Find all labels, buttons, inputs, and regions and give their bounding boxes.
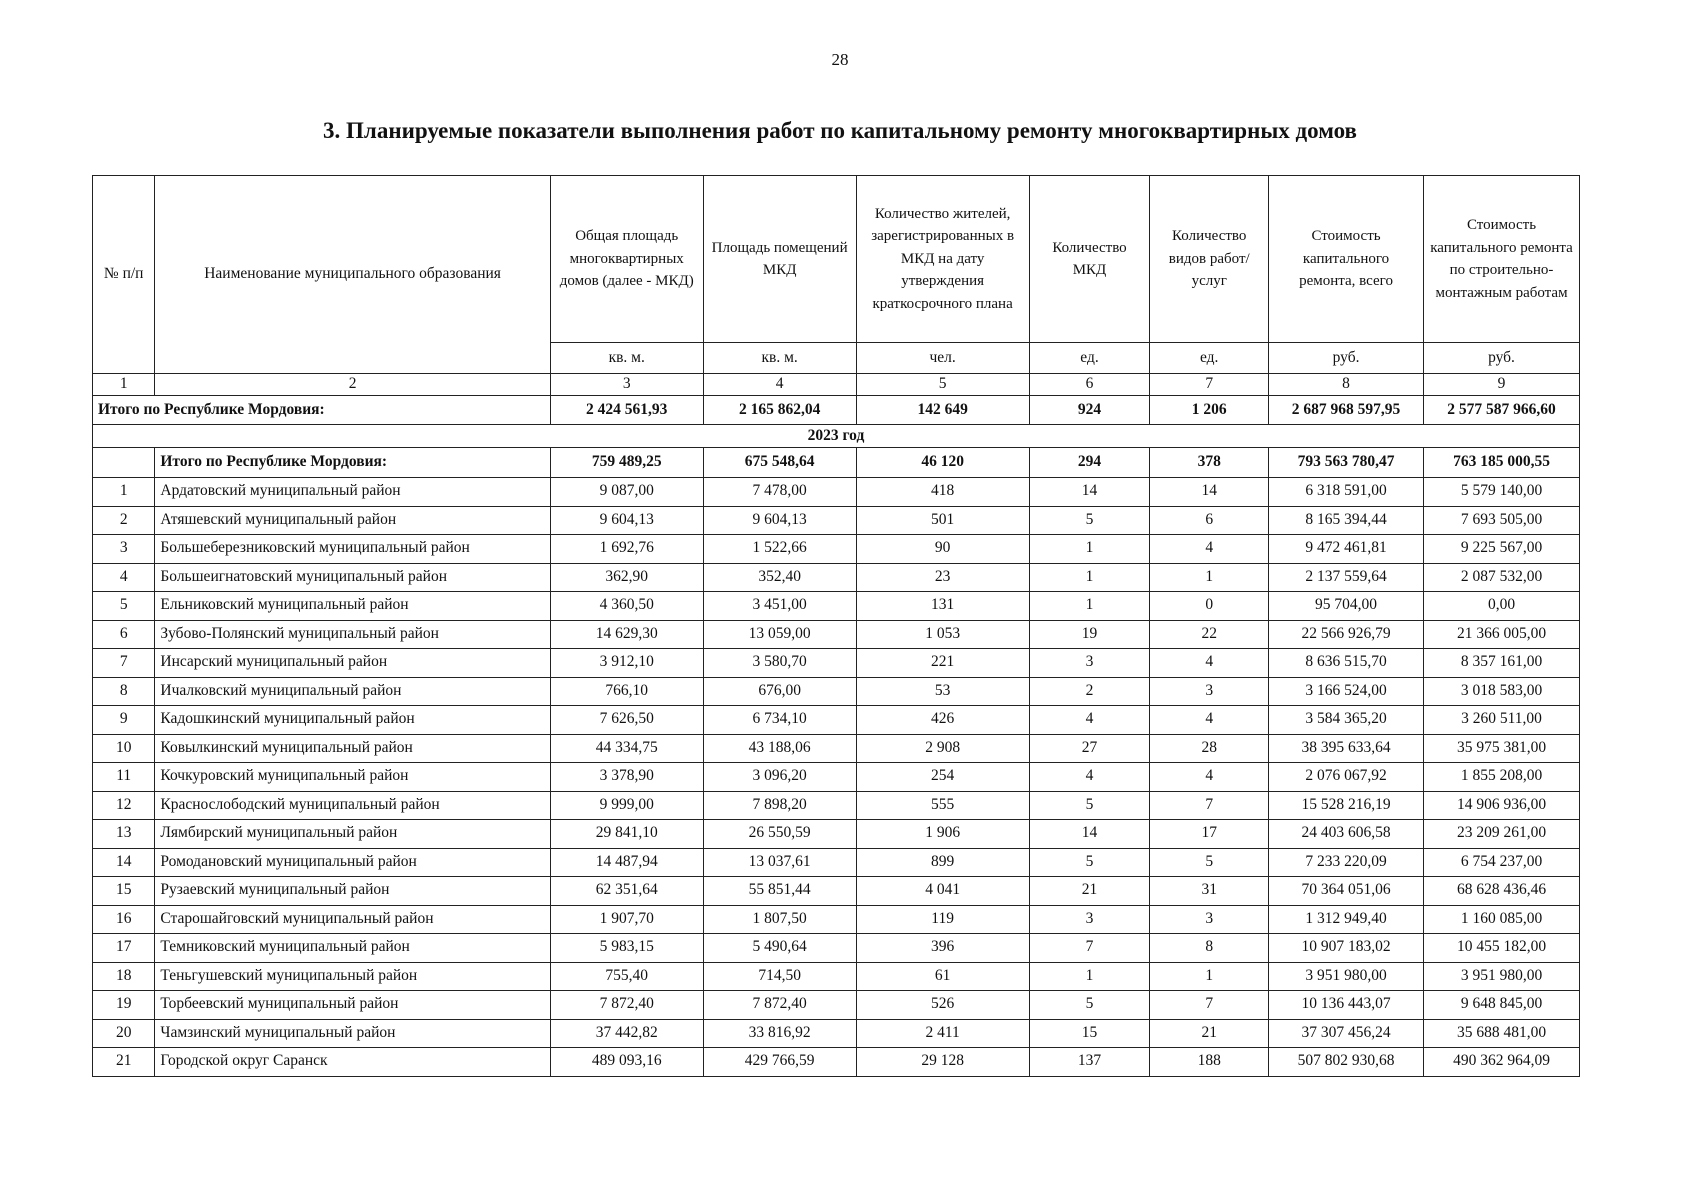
cell-area: 1 692,76 [550, 535, 703, 564]
cell-cost_smr: 5 579 140,00 [1424, 478, 1580, 507]
cell-cost_smr: 9 648 845,00 [1424, 991, 1580, 1020]
row-number: 12 [93, 791, 155, 820]
cell-cost_smr: 1 160 085,00 [1424, 905, 1580, 934]
cell-works: 4 [1150, 649, 1269, 678]
cell-cost_smr: 23 209 261,00 [1424, 820, 1580, 849]
cell-mkd: 1 [1029, 962, 1150, 991]
column-numbers-row [93, 374, 1580, 396]
table-row [93, 649, 1580, 678]
grand-total-label: Итого по Республике Мордовия: [93, 396, 551, 425]
row-number: 16 [93, 905, 155, 934]
column-number: 7 [1150, 374, 1269, 396]
cell-works: 8 [1150, 934, 1269, 963]
cell-cost_smr: 35 975 381,00 [1424, 734, 1580, 763]
total-cell: 1 206 [1150, 396, 1269, 425]
capital-repair-table [92, 175, 1580, 1077]
cell-residents: 254 [856, 763, 1029, 792]
column-header: Наименование муниципального образования [155, 176, 550, 374]
row-number: 18 [93, 962, 155, 991]
total-cell: 142 649 [856, 396, 1029, 425]
municipality-name: Теньгушевский муниципальный район [155, 962, 550, 991]
municipality-name: Ромодановский муниципальный район [155, 848, 550, 877]
cell-mkd: 14 [1029, 478, 1150, 507]
cell-premises: 3 451,00 [703, 592, 856, 621]
cell-mkd: 4 [1029, 706, 1150, 735]
cell-cost: 37 307 456,24 [1269, 1019, 1424, 1048]
municipality-name: Чамзинский муниципальный район [155, 1019, 550, 1048]
cell-cost: 6 318 591,00 [1269, 478, 1424, 507]
column-header: Количество жителей, зарегистрированных в МКД на дату утверждения краткосрочного плана [856, 176, 1029, 343]
table-row [93, 763, 1580, 792]
municipality-name: Кочкуровский муниципальный район [155, 763, 550, 792]
cell-area: 7 626,50 [550, 706, 703, 735]
cell-cost_smr: 0,00 [1424, 592, 1580, 621]
cell-works: 188 [1150, 1048, 1269, 1077]
cell-works: 7 [1150, 791, 1269, 820]
table-row [93, 563, 1580, 592]
column-number: 3 [550, 374, 703, 396]
cell-cost_smr: 1 855 208,00 [1424, 763, 1580, 792]
cell-residents: 2 411 [856, 1019, 1029, 1048]
cell-cost: 95 704,00 [1269, 592, 1424, 621]
cell-works: 6 [1150, 506, 1269, 535]
column-number: 1 [93, 374, 155, 396]
row-number: 20 [93, 1019, 155, 1048]
cell-cost_smr: 35 688 481,00 [1424, 1019, 1580, 1048]
total-cell: 793 563 780,47 [1269, 448, 1424, 478]
cell-residents: 23 [856, 563, 1029, 592]
cell-mkd: 5 [1029, 506, 1150, 535]
cell-residents: 1 906 [856, 820, 1029, 849]
table-row [93, 592, 1580, 621]
cell-premises: 26 550,59 [703, 820, 856, 849]
cell-cost: 10 136 443,07 [1269, 991, 1424, 1020]
cell-area: 1 907,70 [550, 905, 703, 934]
cell-area: 9 087,00 [550, 478, 703, 507]
cell-cost: 8 165 394,44 [1269, 506, 1424, 535]
column-header: № п/п [93, 176, 155, 374]
cell-cost: 507 802 930,68 [1269, 1048, 1424, 1077]
cell-cost: 15 528 216,19 [1269, 791, 1424, 820]
cell-cost_smr: 10 455 182,00 [1424, 934, 1580, 963]
cell-premises: 6 734,10 [703, 706, 856, 735]
row-number: 9 [93, 706, 155, 735]
cell-works: 21 [1150, 1019, 1269, 1048]
total-cell: 759 489,25 [550, 448, 703, 478]
cell-residents: 61 [856, 962, 1029, 991]
column-header: Стоимость капитального ремонта, всего [1269, 176, 1424, 343]
cell-mkd: 1 [1029, 563, 1150, 592]
cell-mkd: 1 [1029, 592, 1150, 621]
cell-works: 5 [1150, 848, 1269, 877]
cell-mkd: 14 [1029, 820, 1150, 849]
cell-cost_smr: 3 951 980,00 [1424, 962, 1580, 991]
column-number: 4 [703, 374, 856, 396]
column-header: Площадь помещений МКД [703, 176, 856, 343]
table-row [93, 991, 1580, 1020]
cell-premises: 7 898,20 [703, 791, 856, 820]
cell-premises: 5 490,64 [703, 934, 856, 963]
municipality-name: Атяшевский муниципальный район [155, 506, 550, 535]
column-header: Стоимость капитального ремонта по строительно-монтажным работам [1424, 176, 1580, 343]
table-row [93, 962, 1580, 991]
cell-premises: 13 059,00 [703, 620, 856, 649]
cell-residents: 555 [856, 791, 1029, 820]
cell-works: 28 [1150, 734, 1269, 763]
cell-area: 4 360,50 [550, 592, 703, 621]
cell-cost: 9 472 461,81 [1269, 535, 1424, 564]
cell-premises: 43 188,06 [703, 734, 856, 763]
cell-premises: 1 522,66 [703, 535, 856, 564]
cell-premises: 352,40 [703, 563, 856, 592]
cell-premises: 714,50 [703, 962, 856, 991]
cell-mkd: 2 [1029, 677, 1150, 706]
row-number: 17 [93, 934, 155, 963]
cell-mkd: 4 [1029, 763, 1150, 792]
cell-premises: 3 580,70 [703, 649, 856, 678]
cell-cost_smr: 14 906 936,00 [1424, 791, 1580, 820]
table-row [93, 905, 1580, 934]
cell-premises: 429 766,59 [703, 1048, 856, 1077]
table-row [93, 535, 1580, 564]
cell-cost_smr: 9 225 567,00 [1424, 535, 1580, 564]
row-number: 15 [93, 877, 155, 906]
cell-residents: 426 [856, 706, 1029, 735]
cell-works: 31 [1150, 877, 1269, 906]
total-cell: 2 424 561,93 [550, 396, 703, 425]
municipality-name: Зубово-Полянский муниципальный район [155, 620, 550, 649]
municipality-name: Краснослободский муниципальный район [155, 791, 550, 820]
cell-works: 0 [1150, 592, 1269, 621]
cell-works: 1 [1150, 563, 1269, 592]
cell-cost: 2 137 559,64 [1269, 563, 1424, 592]
cell-residents: 4 041 [856, 877, 1029, 906]
cell-area: 14 629,30 [550, 620, 703, 649]
row-number: 5 [93, 592, 155, 621]
row-number: 1 [93, 478, 155, 507]
unit-cell: руб. [1424, 343, 1580, 374]
column-number: 5 [856, 374, 1029, 396]
table-row [93, 620, 1580, 649]
cell-premises: 7 478,00 [703, 478, 856, 507]
cell-area: 766,10 [550, 677, 703, 706]
cell-residents: 1 053 [856, 620, 1029, 649]
column-header: Количество МКД [1029, 176, 1150, 343]
cell-premises: 33 816,92 [703, 1019, 856, 1048]
cell-mkd: 137 [1029, 1048, 1150, 1077]
column-number: 8 [1269, 374, 1424, 396]
municipality-name: Ичалковский муниципальный район [155, 677, 550, 706]
cell-mkd: 3 [1029, 649, 1150, 678]
cell-area: 9 604,13 [550, 506, 703, 535]
cell-cost: 8 636 515,70 [1269, 649, 1424, 678]
cell-area: 489 093,16 [550, 1048, 703, 1077]
table-row [93, 677, 1580, 706]
cell-premises: 1 807,50 [703, 905, 856, 934]
total-cell: 2 165 862,04 [703, 396, 856, 425]
grand-total-row [93, 396, 1580, 425]
cell-cost: 3 166 524,00 [1269, 677, 1424, 706]
table-row [93, 820, 1580, 849]
cell-mkd: 5 [1029, 991, 1150, 1020]
table-row [93, 791, 1580, 820]
total-cell: 378 [1150, 448, 1269, 478]
cell-area: 14 487,94 [550, 848, 703, 877]
cell-works: 22 [1150, 620, 1269, 649]
cell-cost: 22 566 926,79 [1269, 620, 1424, 649]
cell-works: 4 [1150, 706, 1269, 735]
cell-residents: 119 [856, 905, 1029, 934]
municipality-name: Рузаевский муниципальный район [155, 877, 550, 906]
unit-cell: чел. [856, 343, 1029, 374]
row-number: 10 [93, 734, 155, 763]
cell-cost: 10 907 183,02 [1269, 934, 1424, 963]
total-cell: 924 [1029, 396, 1150, 425]
column-number: 6 [1029, 374, 1150, 396]
cell-premises: 3 096,20 [703, 763, 856, 792]
total-cell: 2 687 968 597,95 [1269, 396, 1424, 425]
cell-area: 37 442,82 [550, 1019, 703, 1048]
cell-cost_smr: 8 357 161,00 [1424, 649, 1580, 678]
unit-cell: ед. [1150, 343, 1269, 374]
cell-area: 3 912,10 [550, 649, 703, 678]
municipality-name: Старошайговский муниципальный район [155, 905, 550, 934]
column-header: Общая площадь многоквартирных домов (далее - МКД) [550, 176, 703, 343]
municipality-name: Лямбирский муниципальный район [155, 820, 550, 849]
total-cell: 675 548,64 [703, 448, 856, 478]
row-number: 11 [93, 763, 155, 792]
cell-cost: 1 312 949,40 [1269, 905, 1424, 934]
total-cell: 763 185 000,55 [1424, 448, 1580, 478]
cell-cost_smr: 3 260 511,00 [1424, 706, 1580, 735]
cell-residents: 2 908 [856, 734, 1029, 763]
year-row [93, 425, 1580, 448]
cell-works: 7 [1150, 991, 1269, 1020]
municipality-name: Кадошкинский муниципальный район [155, 706, 550, 735]
row-number: 3 [93, 535, 155, 564]
cell-residents: 899 [856, 848, 1029, 877]
cell-residents: 131 [856, 592, 1029, 621]
cell-mkd: 3 [1029, 905, 1150, 934]
year-total-row [93, 448, 1580, 478]
table-row [93, 478, 1580, 507]
cell-works: 4 [1150, 535, 1269, 564]
row-number: 7 [93, 649, 155, 678]
empty-cell [93, 448, 155, 478]
cell-mkd: 15 [1029, 1019, 1150, 1048]
row-number: 21 [93, 1048, 155, 1077]
cell-mkd: 1 [1029, 535, 1150, 564]
cell-area: 3 378,90 [550, 763, 703, 792]
table-row [93, 506, 1580, 535]
page-title: 3. Планируемые показатели выполнения работ по капитальному ремонту многоквартирных домов [323, 118, 1357, 143]
cell-area: 62 351,64 [550, 877, 703, 906]
cell-cost_smr: 68 628 436,46 [1424, 877, 1580, 906]
municipality-name: Торбеевский муниципальный район [155, 991, 550, 1020]
table-row [93, 848, 1580, 877]
municipality-name: Ельниковский муниципальный район [155, 592, 550, 621]
cell-cost_smr: 3 018 583,00 [1424, 677, 1580, 706]
row-number: 8 [93, 677, 155, 706]
cell-premises: 676,00 [703, 677, 856, 706]
cell-area: 362,90 [550, 563, 703, 592]
cell-cost: 2 076 067,92 [1269, 763, 1424, 792]
cell-cost_smr: 21 366 005,00 [1424, 620, 1580, 649]
row-number: 2 [93, 506, 155, 535]
column-header: Количество видов работ/услуг [1150, 176, 1269, 343]
cell-cost_smr: 2 087 532,00 [1424, 563, 1580, 592]
cell-area: 7 872,40 [550, 991, 703, 1020]
municipality-name: Инсарский муниципальный район [155, 649, 550, 678]
cell-premises: 9 604,13 [703, 506, 856, 535]
cell-cost: 70 364 051,06 [1269, 877, 1424, 906]
cell-area: 29 841,10 [550, 820, 703, 849]
municipality-name: Темниковский муниципальный район [155, 934, 550, 963]
cell-cost: 7 233 220,09 [1269, 848, 1424, 877]
table-row [93, 734, 1580, 763]
table-row [93, 934, 1580, 963]
cell-mkd: 5 [1029, 791, 1150, 820]
cell-cost: 3 951 980,00 [1269, 962, 1424, 991]
column-number: 2 [155, 374, 550, 396]
cell-mkd: 7 [1029, 934, 1150, 963]
page-number: 28 [831, 50, 849, 69]
cell-mkd: 5 [1029, 848, 1150, 877]
municipality-name: Большеигнатовский муниципальный район [155, 563, 550, 592]
cell-cost_smr: 7 693 505,00 [1424, 506, 1580, 535]
unit-cell: ед. [1029, 343, 1150, 374]
table-row [93, 706, 1580, 735]
cell-mkd: 27 [1029, 734, 1150, 763]
cell-residents: 90 [856, 535, 1029, 564]
column-number: 9 [1424, 374, 1580, 396]
municipality-name: Ардатовский муниципальный район [155, 478, 550, 507]
table-row [93, 1048, 1580, 1077]
table-row [93, 1019, 1580, 1048]
cell-residents: 53 [856, 677, 1029, 706]
cell-residents: 501 [856, 506, 1029, 535]
row-number: 14 [93, 848, 155, 877]
cell-area: 9 999,00 [550, 791, 703, 820]
cell-premises: 7 872,40 [703, 991, 856, 1020]
cell-cost_smr: 6 754 237,00 [1424, 848, 1580, 877]
total-cell: 46 120 [856, 448, 1029, 478]
row-number: 4 [93, 563, 155, 592]
cell-cost: 3 584 365,20 [1269, 706, 1424, 735]
row-number: 13 [93, 820, 155, 849]
cell-works: 3 [1150, 677, 1269, 706]
cell-residents: 221 [856, 649, 1029, 678]
cell-area: 44 334,75 [550, 734, 703, 763]
total-cell: 2 577 587 966,60 [1424, 396, 1580, 425]
cell-mkd: 21 [1029, 877, 1150, 906]
total-cell: 294 [1029, 448, 1150, 478]
cell-works: 4 [1150, 763, 1269, 792]
cell-works: 14 [1150, 478, 1269, 507]
cell-premises: 13 037,61 [703, 848, 856, 877]
cell-works: 17 [1150, 820, 1269, 849]
header-row [93, 176, 1580, 343]
cell-area: 755,40 [550, 962, 703, 991]
cell-residents: 396 [856, 934, 1029, 963]
unit-cell: кв. м. [703, 343, 856, 374]
year-label: 2023 год [93, 425, 1580, 448]
cell-residents: 526 [856, 991, 1029, 1020]
row-number: 6 [93, 620, 155, 649]
municipality-name: Городской округ Саранск [155, 1048, 550, 1077]
unit-cell: руб. [1269, 343, 1424, 374]
cell-premises: 55 851,44 [703, 877, 856, 906]
year-total-label: Итого по Республике Мордовия: [155, 448, 550, 478]
cell-works: 1 [1150, 962, 1269, 991]
cell-cost_smr: 490 362 964,09 [1424, 1048, 1580, 1077]
cell-residents: 418 [856, 478, 1029, 507]
unit-cell: кв. м. [550, 343, 703, 374]
municipality-name: Большеберезниковский муниципальный район [155, 535, 550, 564]
row-number: 19 [93, 991, 155, 1020]
cell-works: 3 [1150, 905, 1269, 934]
cell-area: 5 983,15 [550, 934, 703, 963]
table-row [93, 877, 1580, 906]
cell-cost: 38 395 633,64 [1269, 734, 1424, 763]
cell-residents: 29 128 [856, 1048, 1029, 1077]
cell-mkd: 19 [1029, 620, 1150, 649]
cell-cost: 24 403 606,58 [1269, 820, 1424, 849]
municipality-name: Ковылкинский муниципальный район [155, 734, 550, 763]
